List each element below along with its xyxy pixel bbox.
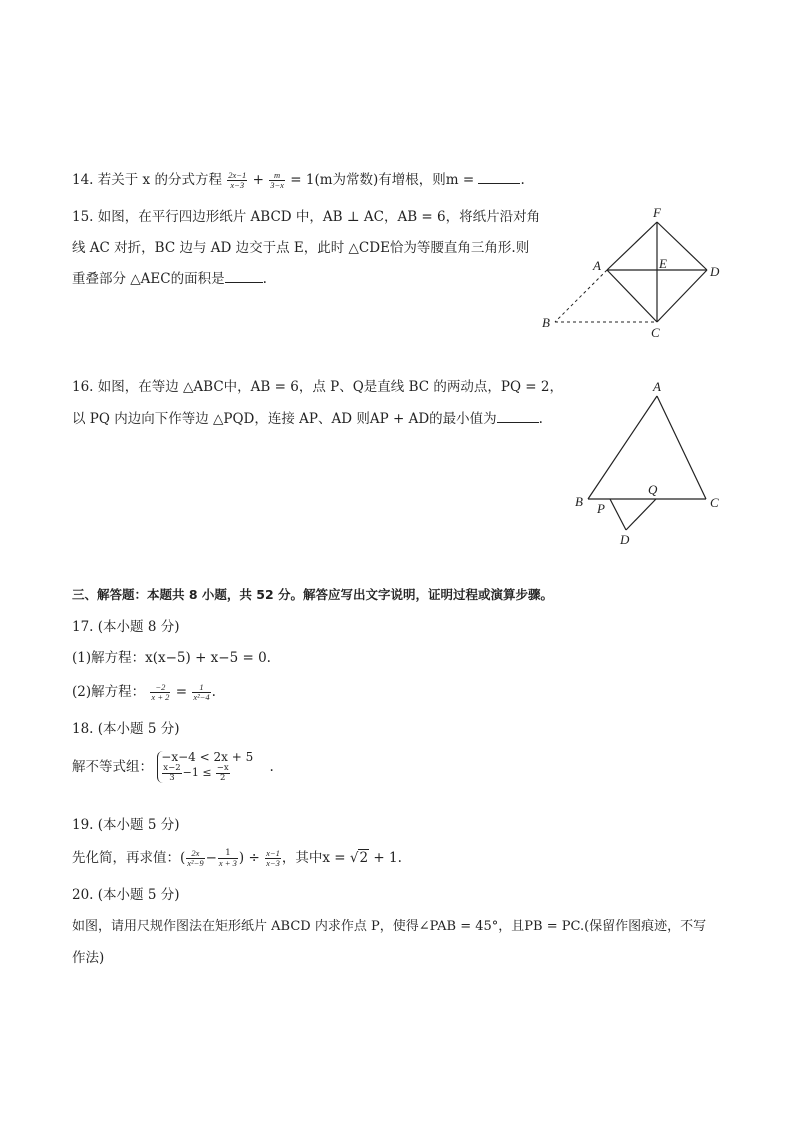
q19-title: 19. (本小题 5 分) bbox=[72, 817, 180, 833]
q20-title: 20. (本小题 5 分) bbox=[72, 887, 180, 903]
q17-part-2: (2)解方程： $\frac{-2}{x + 2}$ = $\frac{1}{\text{x²−4}}$ . bbox=[72, 682, 216, 702]
label-B: B bbox=[542, 315, 550, 330]
q14-fraction-1: $\frac{2x-1}{x-3}$ bbox=[228, 170, 247, 190]
q15-line-2: 线 AC 对折，BC 边与 AD 边交于点 E，此时 △CDE恰为等腰直角三角形.则 bbox=[72, 240, 530, 256]
label-D: D bbox=[620, 532, 630, 547]
label-C: C bbox=[710, 495, 719, 510]
answer-blank[interactable] bbox=[225, 270, 263, 283]
label-B: B bbox=[575, 494, 583, 509]
label-D: D bbox=[710, 264, 720, 279]
q16-line-2: 以 PQ 内边向下作等边 △PQD，连接 AP、AD 则AP + AD的最小值为 . bbox=[72, 411, 543, 427]
q17-part-1: (1)解方程：x(x−5) + x−5 = 0. bbox=[72, 650, 271, 666]
q20-line-2: 作法) bbox=[72, 950, 105, 966]
q17-title: 17. (本小题 8 分) bbox=[72, 619, 180, 635]
q16-line-1: 16. 如图，在等边 △ABC中，AB = 6，点 P、Q是直线 BC 的两动点，PQ = 2， bbox=[72, 379, 563, 395]
label-E: E bbox=[659, 256, 667, 271]
label-P: P bbox=[597, 501, 605, 516]
answer-blank[interactable] bbox=[497, 410, 539, 423]
q15-line-3: 重叠部分 △AEC的面积是 . bbox=[72, 271, 267, 287]
q19-expression: 先化简，再求值：( $\frac{2x}{\text{x²−9}}$ − $\frac{1}{x + 3}$ ) ÷ $\frac{x-1}{x-3}$ ，其中x = √2 + 1. bbox=[72, 848, 402, 868]
inequality-system: −x−4 < 2x + 5 $\frac{x-2}{3}$ −1 ≤ $\frac{-x}{2}$ bbox=[157, 751, 253, 783]
q14-prefix: 14. 若关于 x 的分式方程 bbox=[72, 172, 222, 188]
label-Q: Q bbox=[648, 482, 658, 497]
label-A: A bbox=[593, 258, 601, 273]
question-14: 14. 若关于 x 的分式方程 $\frac{2x-1}{x-3}$ + $\frac{m}{3-x}$ = 1(m为常数)有增根，则m = . bbox=[72, 170, 525, 190]
q15-figure bbox=[535, 200, 735, 345]
q14-fraction-2: $\frac{m}{3-x}$ bbox=[270, 170, 284, 190]
answer-blank[interactable] bbox=[478, 171, 520, 184]
q18-system: 解不等式组： −x−4 < 2x + 5 $\frac{x-2}{3}$ −1 ≤ $\frac{-x}{2}$ . bbox=[72, 750, 274, 783]
q18-title: 18. (本小题 5 分) bbox=[72, 721, 180, 737]
label-A: A bbox=[653, 379, 661, 394]
section-heading: 三、解答题：本题共 8 小题，共 52 分。解答应写出文字说明，证明过程或演算步骤。 bbox=[72, 587, 554, 602]
q20-line-1: 如图，请用尺规作图法在矩形纸片 ABCD 内求作点 P，使得∠PAB = 45°，且PB = PC.(保留作图痕迹，不写 bbox=[72, 919, 707, 934]
q16-figure bbox=[570, 378, 730, 548]
q15-line-1: 15. 如图，在平行四边形纸片 ABCD 中，AB ⊥ AC，AB = 6，将纸片沿对角 bbox=[72, 209, 541, 225]
label-C: C bbox=[651, 325, 660, 340]
label-F: F bbox=[653, 205, 661, 220]
q14-suffix: = 1(m为常数)有增根，则m = bbox=[290, 172, 475, 188]
